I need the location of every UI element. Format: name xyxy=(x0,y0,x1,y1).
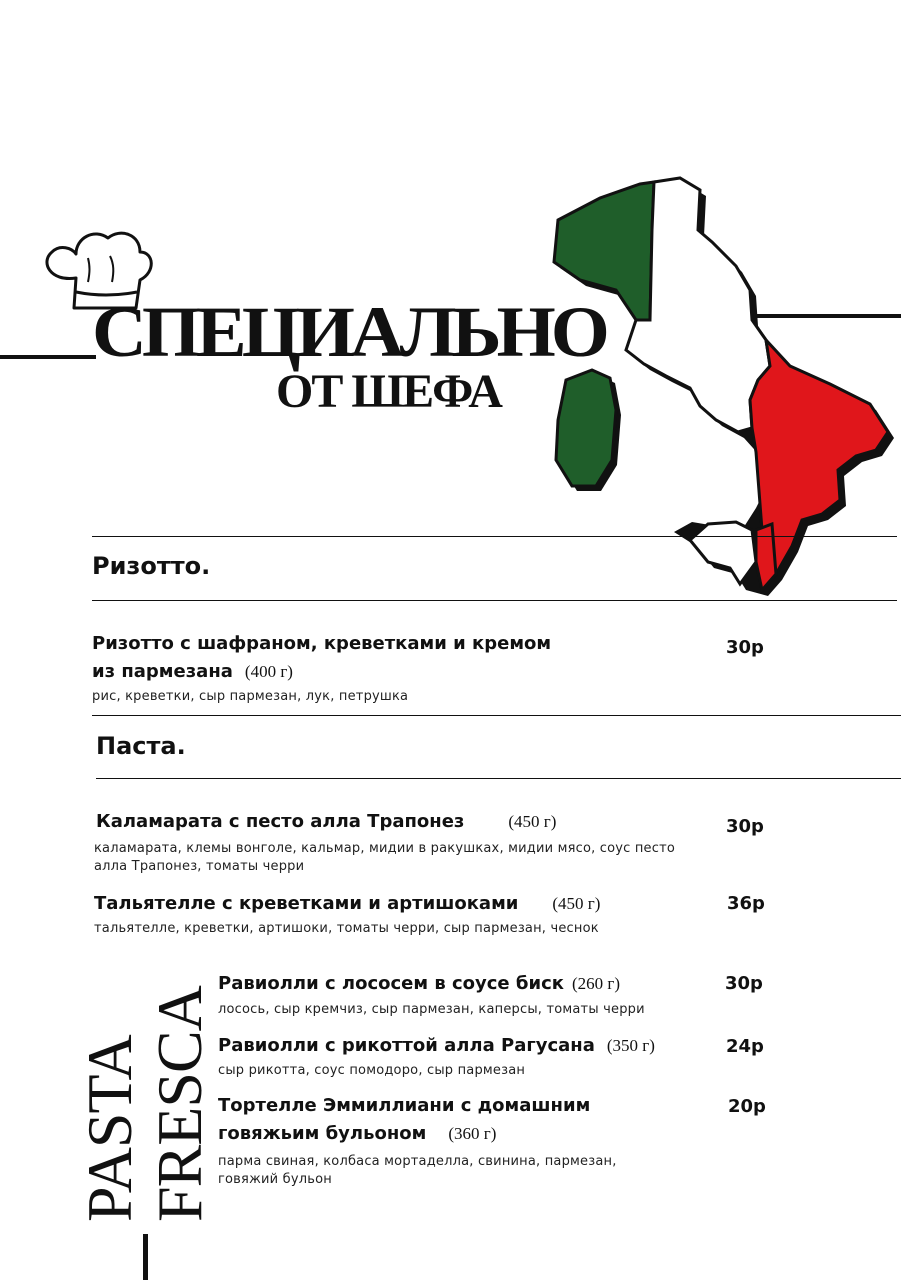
menu-item-name: Ризотто с шафраном, креветками и кремом из пармезана (400 г) xyxy=(92,633,552,682)
risotto-top-rule xyxy=(92,536,897,537)
pasta-top-rule xyxy=(92,715,901,716)
menu-item-name: Тортелле Эммиллиани с домашним говяжьим бульоном (360 г) xyxy=(218,1095,591,1144)
menu-item-weight: (260 г) xyxy=(571,974,621,993)
menu-item-weight: (400 г) xyxy=(244,662,293,681)
menu-item-price: 30р xyxy=(726,637,764,658)
menu-item-name: Тальятелле с креветками и артишоками (450 г) xyxy=(94,893,601,914)
menu-item-description: каламарата, клемы вонголе, кальмар, мидии в ракушках, мидии мясо, соус песто алла Трапонез, томаты черри xyxy=(94,841,676,874)
menu-item-price: 30р xyxy=(726,816,764,837)
menu-item-weight: (350 г) xyxy=(606,1036,655,1055)
menu-item-name: Каламарата с песто алла Трапонез (450 г) xyxy=(96,811,557,832)
menu-item-name: Равиолли с рикоттой алла Рагусана (350 г) xyxy=(218,1035,655,1056)
menu-item-description: лосось, сыр кремчиз, сыр пармезан, каперсы, томаты черри xyxy=(218,1002,645,1017)
section-heading-risotto: Ризотто. xyxy=(92,552,211,580)
pasta-bottom-rule xyxy=(96,778,901,779)
page-subtitle: ОТ ШЕФА xyxy=(276,365,501,418)
menu-item-description: сыр рикотта, соус помодоро, сыр пармезан xyxy=(218,1063,526,1078)
pasta-fresca-label-fresca: FRESCA xyxy=(144,986,215,1222)
menu-item-description: тальятелле, креветки, артишоки, томаты черри, сыр пармезан, чеснок xyxy=(94,921,599,936)
page-title: СПЕЦИАЛЬНО xyxy=(92,292,605,372)
menu-item-weight: (360 г) xyxy=(448,1124,497,1143)
menu-item-weight: (450 г) xyxy=(508,812,557,831)
menu-item-weight: (450 г) xyxy=(552,894,601,913)
title-rule-right xyxy=(752,314,901,318)
menu-item-price: 20р xyxy=(728,1096,766,1117)
menu-item-price: 36р xyxy=(727,893,765,914)
title-rule-left xyxy=(0,355,96,359)
pasta-fresca-vertical-rule xyxy=(143,1234,148,1280)
menu-item-name: Равиолли с лососем в соусе биск (260 г) xyxy=(218,973,621,994)
pasta-fresca-label-pasta: PASTA xyxy=(74,1035,145,1222)
menu-item-description: парма свиная, колбаса мортаделла, свинина, пармезан, говяжий бульон xyxy=(218,1154,617,1187)
menu-item-price: 24р xyxy=(726,1036,764,1057)
menu-item-description: рис, креветки, сыр пармезан, лук, петрушка xyxy=(92,689,409,704)
menu-item-price: 30р xyxy=(725,973,763,994)
section-heading-pasta: Паста. xyxy=(96,732,186,760)
risotto-bottom-rule xyxy=(92,600,897,601)
